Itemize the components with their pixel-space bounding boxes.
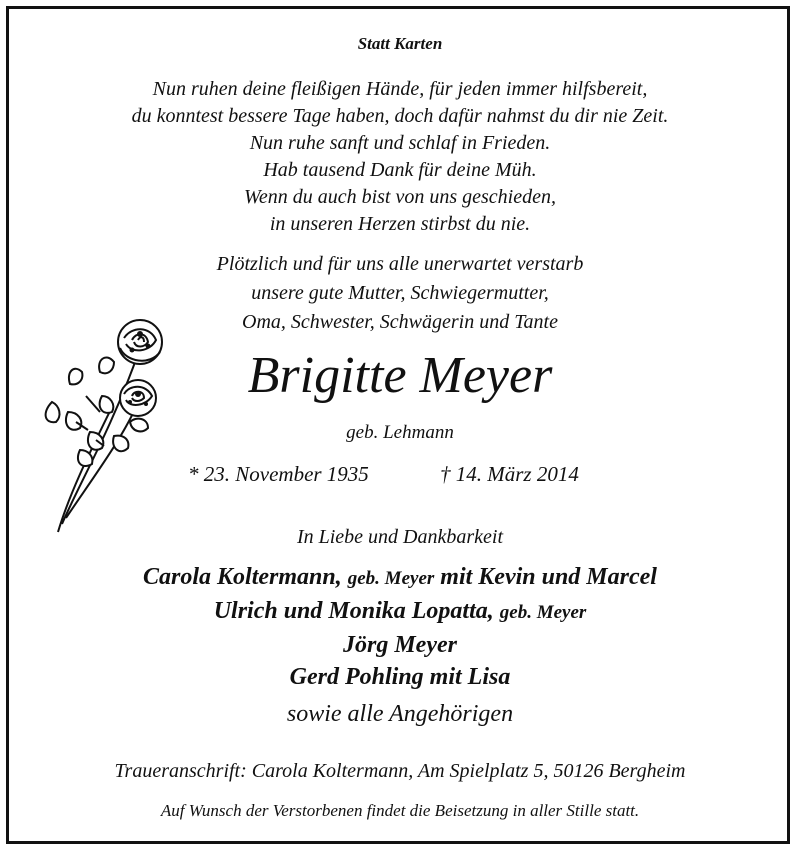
poem [0, 76, 800, 238]
birth-date: * 23. November 1935 [188, 462, 369, 486]
family-birth-name: geb. Meyer [499, 602, 587, 623]
poem-line: du konntest bessere Tage haben, doch dafür nahmst du dir nie Zeit. [131, 105, 669, 127]
family-member: Gerd Pohling mit Lisa [289, 664, 511, 690]
poem-line: Nun ruhen deine fleißigen Hände, für jeden immer hilfsbereit, [152, 78, 648, 100]
poem-line: Nun ruhe sanft und schlaf in Frieden. [249, 132, 551, 154]
family-birth-name: geb. Meyer [347, 568, 435, 589]
announcement-line: Oma, Schwester, Schwägerin und Tante [242, 311, 558, 333]
poem-line: Hab tausend Dank für deine Müh. [263, 159, 537, 181]
death-date: † 14. März 2014 [440, 462, 579, 486]
relatives-line: sowie alle Angehörigen [286, 701, 514, 727]
family-name: mit Kevin und Marcel [440, 564, 657, 590]
birth-name: geb. Lehmann [346, 422, 454, 443]
mourning-address: Traueranschrift: Carola Koltermann, Am Spielplatz 5, 50126 Bergheim [114, 760, 686, 782]
announcement-line: Plötzlich und für uns alle unerwartet verstarb [216, 253, 584, 275]
family-name: Carola Koltermann, [143, 564, 342, 590]
announcement-line: unsere gute Mutter, Schwiegermutter, [251, 282, 549, 304]
family-member [0, 561, 800, 595]
family-member: Jörg Meyer [343, 632, 457, 658]
gratitude-line: In Liebe und Dankbarkeit [296, 526, 504, 548]
family-list [0, 561, 800, 693]
header-title: Statt Karten [357, 34, 443, 53]
family-member [0, 595, 800, 629]
burial-notice: Auf Wunsch der Verstorbenen findet die Beisetzung in aller Stille statt. [160, 801, 640, 820]
deceased-name: Brigitte Meyer [247, 347, 553, 404]
family-name: Ulrich und Monika Lopatta, [213, 598, 494, 624]
poem-line: Wenn du auch bist von uns geschieden, [244, 186, 556, 208]
poem-line: in unseren Herzen stirbst du nie. [269, 213, 531, 235]
announcement [0, 250, 800, 337]
